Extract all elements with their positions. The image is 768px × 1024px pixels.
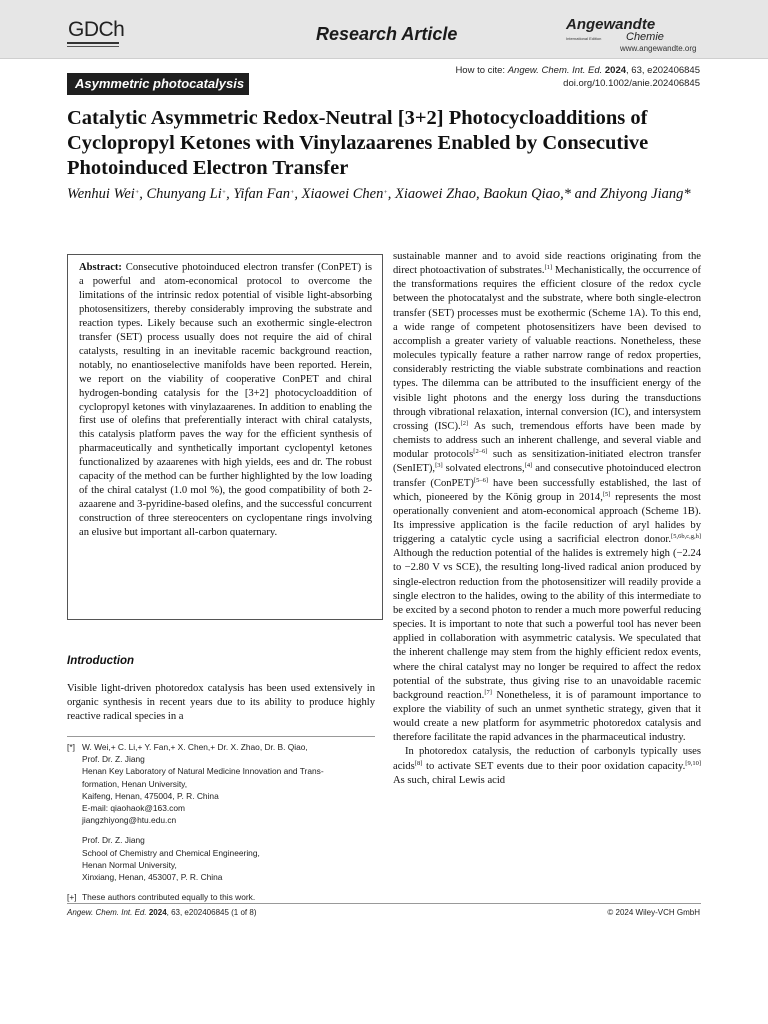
page-header [0, 0, 768, 59]
author-name: Yifan Fan [233, 186, 290, 202]
affiliation-line: School of Chemistry and Chemical Engineering, [82, 847, 260, 858]
introduction-heading: Introduction [67, 655, 135, 667]
affiliation-entry [67, 741, 383, 826]
affiliation-mark: [*] [67, 742, 75, 752]
affiliation-line: Xinxiang, Henan, 453007, P. R. China [82, 872, 223, 883]
right-column-body [393, 250, 701, 788]
citation-ref[interactable]: [5] [602, 490, 611, 498]
citation-ref[interactable]: [2–6] [473, 448, 488, 456]
gdch-logo-underline-thin [67, 46, 119, 47]
citation-ref[interactable]: [3] [435, 462, 443, 470]
affiliation-line: E-mail: qiaohaok@163.com [82, 803, 186, 814]
cite-journal: Angew. Chem. Int. Ed. [507, 65, 603, 76]
citation-ref[interactable]: [4] [524, 462, 533, 470]
author-mark: + [289, 189, 295, 196]
article-type-label: Research Article [316, 24, 458, 44]
angewandte-logo-sub: Chemie [626, 31, 664, 43]
article-title: Catalytic Asymmetric Redox-Neutral [3+2] Photocycloadditions of Cyclopropyl Ketones with Vinylazaarenes Enabled by Consecutive Photoinduced Electron Transfer [67, 107, 649, 179]
footer-year: 2024 [148, 908, 167, 917]
affiliation-line: formation, Henan University, [82, 778, 188, 789]
gdch-logo: GDCh [68, 18, 125, 41]
cite-prefix: How to cite: [455, 65, 508, 76]
author-mark: + [221, 189, 227, 196]
affiliations [67, 741, 383, 903]
affiliation-line: Kaifeng, Henan, 475004, P. R. China [82, 790, 219, 801]
citation-ref[interactable]: [2] [460, 419, 469, 427]
equal-contribution-mark: [+] [67, 892, 77, 903]
body-paragraph-2: In photoredox catalysis, the reduction of carbonyls typically uses acids[8] to activate SET events due to their poor oxidation capacity.[9,10] As such, chiral Lewis acid [393, 746, 701, 786]
author-list: Wenhui Wei+, Chunyang Li+, Yifan Fan+, Xiaowei Chen+, Xiaowei Zhao, Baokun Qiao,* and Zhiyong Jiang* [67, 186, 691, 202]
citation-ref[interactable]: [7] [484, 688, 492, 696]
citation-ref[interactable]: [5,6b,c,g,h] [671, 533, 701, 541]
footer-citation [67, 908, 257, 917]
journal-url[interactable]: www.angewandte.org [620, 44, 697, 53]
author-mark: + [383, 189, 388, 196]
abstract-box [67, 254, 383, 620]
author-name: Baokun Qiao,* [483, 186, 572, 202]
affiliation-line: jiangzhiyong@htu.edu.cn [82, 815, 177, 826]
author-mark: + [134, 189, 140, 196]
author-name: Xiaowei Chen [301, 186, 384, 202]
footer-journal: Angew. Chem. Int. Ed. [67, 908, 147, 917]
affiliation-entry-2 [67, 834, 383, 883]
affiliation-spacer [67, 834, 82, 883]
citation-ref[interactable]: [9,10] [685, 759, 701, 767]
affiliation-line: Henan Key Laboratory of Natural Medicine Innovation and Trans- [82, 766, 324, 777]
affiliation-block-2 [82, 834, 383, 883]
footer-copyright: © 2024 Wiley-VCH GmbH [607, 908, 700, 917]
angewandte-logo-tag: International Edition [566, 36, 602, 41]
affiliation-line: Prof. Dr. Z. Jiang [82, 754, 145, 765]
affiliation-line: Prof. Dr. Z. Jiang [82, 835, 145, 846]
author-name: Zhiyong Jiang* [600, 186, 691, 202]
equal-contribution-note [67, 891, 383, 903]
affiliation-line: Henan Normal University, [82, 859, 177, 870]
category-badge: Asymmetric photocatalysis [67, 73, 249, 95]
equal-contribution-text: These authors contributed equally to this work. [82, 892, 256, 903]
cite-volume: , 63, e202406845 [626, 65, 700, 76]
footer-pages: , 63, e202406845 (1 of 8) [166, 908, 257, 917]
introduction-text: Visible light-driven photoredox catalysis has been used extensively in organic synthesis in recent years due to its ability to produce highly reactive radical species in a [67, 683, 375, 723]
citation-ref[interactable]: [5–6] [473, 476, 488, 484]
how-to-cite [455, 64, 700, 77]
author-name: Chunyang Li [146, 186, 222, 202]
abstract-text: Consecutive photoinduced electron transfer (ConPET) is a powerful and atom-economical protocol to overcome the limitations of the intrinsic redox potential of visible light-absorbing photosensitizers, thereby considerably improving the substrate and reaction types. Likely because such an exothermic single-electron transfer (SET) process usually does not require the aid of chiral catalysts, resulting in an inevitable racemic background reaction, notably, no enantioselective manifolds have been reported. Herein, we report on the viability of cooperative ConPET and chiral hydrogen-bonding catalysis for the [3+2] photocycloaddition of cyclopropyl ketones with vinylazaarenes. In addition to enabling the first use of olefins that preferentially interact with chiral catalysts, this catalysis platform paves the way for the efficient synthesis of pharmaceutically and synthetically important cyclopentyl ketones functionalized by azaarenes with high yields, ees and dr. The robust capacity of the method can be further highlighted by the low loading of the chiral catalyst (1.0 mol %), the good compatibility of both 2-azaarene and 3-pyridine-based olefins, and the successful concurrent construction of three stereocenters on cyclopentane rings involving an elusive but important all-carbon quaternary. [79, 262, 372, 539]
affiliation-line: W. Wei,+ C. Li,+ Y. Fan,+ X. Chen,+ Dr. X. Zhao, Dr. B. Qiao, [82, 742, 308, 752]
doi-link[interactable]: doi.org/10.1002/anie.202406845 [563, 78, 700, 89]
angewandte-logo: Angewandte [566, 16, 656, 33]
author-name: Xiaowei Zhao [395, 186, 476, 202]
affiliation-gap [67, 826, 383, 834]
affiliation-block-1 [82, 741, 383, 826]
citation-ref[interactable]: [1] [544, 264, 553, 272]
abstract-label: Abstract: [79, 262, 122, 273]
affiliation-gap-2 [67, 883, 383, 891]
footnote-divider [67, 736, 375, 737]
citation-ref[interactable]: [8] [414, 759, 423, 767]
gdch-logo-underline [67, 42, 119, 44]
body-paragraph-1: sustainable manner and to avoid side reactions originating from the direct photoactivation of substrates.[1] Mechanistically, the occurrence of the transformations requires the efficient closure of the redox cycle between the photocatalyst and the substrate, where both single-electron transfer (SET) processes must be exothermic (Scheme 1A). To this end, a wide range of competent photosensitizers have been devised to accomplish a greater variety of valuable reactions. Nonetheless, these molecules typically feature a rather narrow range of redox properties, considerably restricting the viable substrate combinations and reaction types. The dilemma can be attributed to the insufficient energy of the visible light photons and the energy loss during the transductions through vibrational relaxation, internal conversion (IC), and intersystem crossing (ISC).[2] As such, tremendous efforts have been made by chemists to address such an inherent challenge, and several viable and modular protocols[2–6] such as sensitization-initiated electron transfer (SenIET),[3] solvated electrons,[4] and consecutive photoinduced electron transfer (ConPET)[5–6] have been successfully established, the last of which, pioneered by the König group in 2014,[5] represents the most operationally convenient and atom-economical approach (Scheme 1B). Its impressive application is the facile reduction of aryl halides by triggering a catalytic cycle using a sacrificial electron donor.[5,6b,c,g,h] Although the reduction potential of the halides is extremely high (−2.24 to −2.80 V vs SCE), the resulting long-lived radical anion produced by single-electron reduction from the photosensitizer will readily provide a single electron to the halides, owing to the ability of this intermediate to be excited by a second photon to render a much more powerful reducing species. It is important to note that such a powerful tool has never been applied in collaboration with asymmetric catalysis. We speculated that the inherent challenge may stem from the highly efficient redox events, where the chiral catalyst may no longer be required to affect the redox potential of the substrate, thus giving rise to an unavoidable racemic background reaction.[7] Nonetheless, it is of paramount importance to explore the viability of such an unmet synthetic strategy, given that it would create a new platform for asymmetric photoredox catalysis and therefore facilitate the rapid advances in the pharmaceutical industry. [393, 251, 702, 744]
citation-block [455, 64, 700, 90]
footer-divider [67, 903, 701, 904]
author-name: Wenhui Wei [67, 186, 135, 202]
cite-year: 2024 [604, 65, 627, 76]
